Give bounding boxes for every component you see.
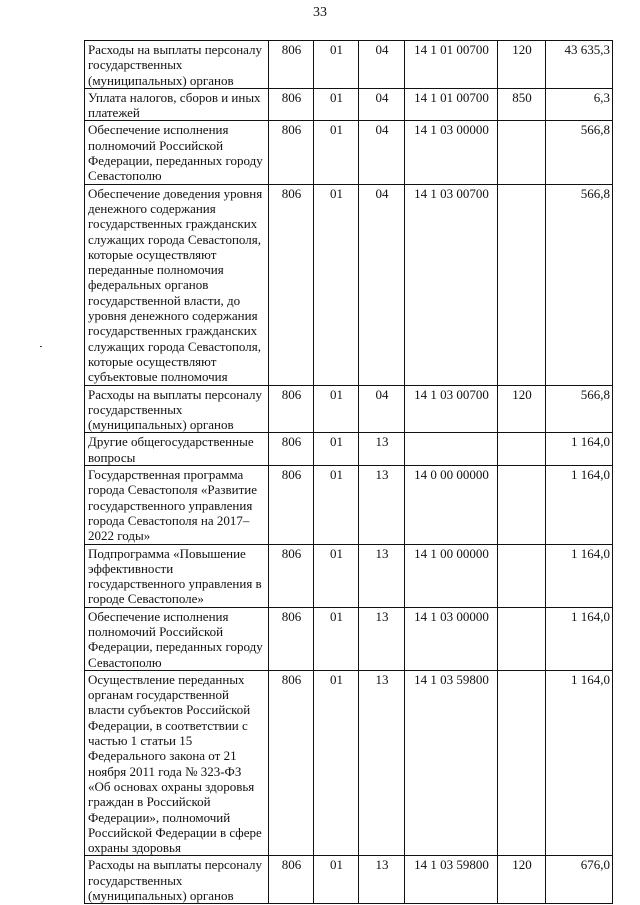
row-target-article-cell [405,433,498,466]
row-expense-type-cell: 120 [498,41,546,89]
row-section-cell: 01 [314,856,359,904]
row-section-cell: 01 [314,544,359,607]
row-section-cell: 01 [314,385,359,433]
row-sum-cell: 566,8 [546,385,613,433]
row-section-cell: 01 [314,607,359,670]
table-row [85,433,613,466]
table-row [85,41,613,89]
table-row [85,184,613,385]
table-row [85,88,613,121]
row-expense-type-cell [498,121,546,184]
row-section-cell: 01 [314,121,359,184]
table-row [85,856,613,904]
row-sum-cell: 43 635,3 [546,41,613,89]
row-sum-cell: 676,0 [546,856,613,904]
row-expense-type-cell [498,433,546,466]
row-subsection-cell: 04 [359,88,405,121]
row-expense-type-cell: 120 [498,385,546,433]
row-ved-cell: 806 [269,433,314,466]
row-ved-cell: 806 [269,607,314,670]
row-ved-cell: 806 [269,88,314,121]
row-expense-type-cell [498,607,546,670]
row-sum-cell: 566,8 [546,184,613,385]
row-subsection-cell: 13 [359,466,405,544]
table-row [85,670,613,856]
row-section-cell: 01 [314,41,359,89]
row-ved-cell: 806 [269,466,314,544]
row-expense-type-cell: 850 [498,88,546,121]
row-subsection-cell: 13 [359,670,405,856]
row-target-article-cell: 14 1 03 59800 [405,856,498,904]
row-name-cell: Осуществление переданных органам государственной власти субъектов Российской Федерации, в соответствии с частью 1 статьи 15 Федерального закона от 21 ноября 2011 года № 323-ФЗ «Об основах охраны здоровья граждан в Российской Федерации», полномочий Российской Федерации в сфере охраны здоровья [85,670,269,856]
row-target-article-cell: 14 1 00 00000 [405,544,498,607]
row-name-cell: Обеспечение исполнения полномочий Российской Федерации, переданных городу Севастополю [85,607,269,670]
row-expense-type-cell [498,466,546,544]
row-target-article-cell: 14 1 01 00700 [405,41,498,89]
row-name-cell: Обеспечение исполнения полномочий Российской Федерации, переданных городу Севастополю [85,121,269,184]
row-subsection-cell: 13 [359,544,405,607]
row-ved-cell: 806 [269,670,314,856]
row-subsection-cell: 13 [359,433,405,466]
budget-table [84,40,613,904]
row-section-cell: 01 [314,670,359,856]
row-name-cell: Расходы на выплаты персоналу государственных (муниципальных) органов [85,856,269,904]
table-row [85,466,613,544]
row-sum-cell: 1 164,0 [546,433,613,466]
table-row [85,121,613,184]
row-section-cell: 01 [314,184,359,385]
table-row [85,385,613,433]
row-target-article-cell: 14 1 03 00700 [405,184,498,385]
row-sum-cell: 6,3 [546,88,613,121]
row-section-cell: 01 [314,88,359,121]
row-section-cell: 01 [314,433,359,466]
row-target-article-cell: 14 1 03 00000 [405,121,498,184]
row-subsection-cell: 04 [359,184,405,385]
row-subsection-cell: 04 [359,385,405,433]
row-ved-cell: 806 [269,544,314,607]
row-sum-cell: 1 164,0 [546,670,613,856]
row-expense-type-cell [498,184,546,385]
row-subsection-cell: 04 [359,121,405,184]
row-target-article-cell: 14 1 03 59800 [405,670,498,856]
table-row [85,544,613,607]
row-name-cell: Другие общегосударственные вопросы [85,433,269,466]
row-target-article-cell: 14 0 00 00000 [405,466,498,544]
row-ved-cell: 806 [269,184,314,385]
row-target-article-cell: 14 1 03 00700 [405,385,498,433]
row-name-cell: Обеспечение доведения уровня денежного содержания государственных гражданских служащих города Севастополя, которые осуществляют переданные полномочия федеральных органов государственной власти, до уровня денежного содержания государственных гражданских служащих города Севастополя, которые осуществляют субъектовые полномочия [85,184,269,385]
row-expense-type-cell [498,544,546,607]
row-ved-cell: 806 [269,385,314,433]
row-ved-cell: 806 [269,41,314,89]
page-number: 33 [313,5,327,20]
row-sum-cell: 1 164,0 [546,466,613,544]
row-target-article-cell: 14 1 03 00000 [405,607,498,670]
row-name-cell: Уплата налогов, сборов и иных платежей [85,88,269,121]
row-sum-cell: 1 164,0 [546,607,613,670]
row-name-cell: Расходы на выплаты персоналу государственных (муниципальных) органов [85,41,269,89]
row-expense-type-cell [498,670,546,856]
row-subsection-cell: 13 [359,856,405,904]
row-section-cell: 01 [314,466,359,544]
row-subsection-cell: 13 [359,607,405,670]
row-name-cell: Расходы на выплаты персоналу государственных (муниципальных) органов [85,385,269,433]
row-name-cell: Государственная программа города Севастополя «Развитие государственного управления города Севастополя на 2017–2022 годы» [85,466,269,544]
row-ved-cell: 806 [269,856,314,904]
table-body [85,41,613,904]
table-row [85,607,613,670]
row-name-cell: Подпрограмма «Повышение эффективности государственного управления в городе Севастополе» [85,544,269,607]
row-target-article-cell: 14 1 01 00700 [405,88,498,121]
row-sum-cell: 1 164,0 [546,544,613,607]
row-ved-cell: 806 [269,121,314,184]
scan-mark [40,346,42,347]
row-sum-cell: 566,8 [546,121,613,184]
row-subsection-cell: 04 [359,41,405,89]
row-expense-type-cell: 120 [498,856,546,904]
